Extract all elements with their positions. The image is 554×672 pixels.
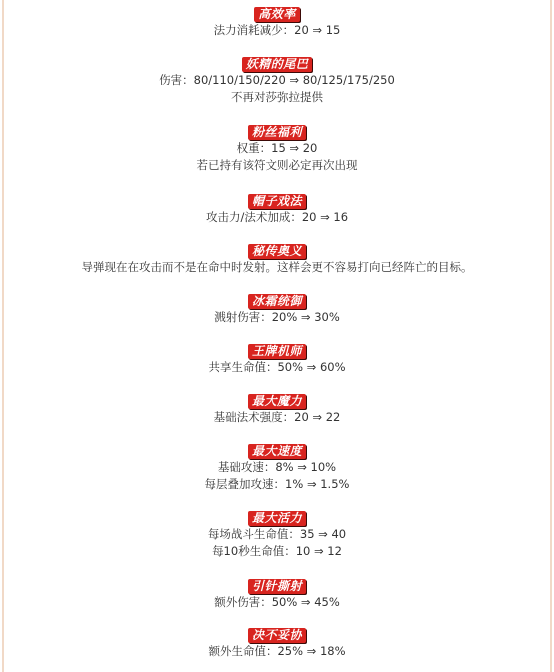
entry-line: 伤害：80/110/150/220 ⇒ 80/125/175/250	[159, 73, 395, 87]
entry-line: 每10秒生命值：10 ⇒ 12	[212, 544, 342, 558]
entry-arcane-secret	[0, 240, 554, 276]
entry-line: 额外生命值：25% ⇒ 18%	[208, 644, 346, 658]
entry-line: 若已持有该符文则必定再次出现	[196, 158, 358, 172]
entry-line: 基础法术强度：20 ⇒ 22	[213, 410, 341, 424]
entry-title: 帽子戏法	[248, 194, 306, 209]
entry-needle-shot	[0, 575, 554, 611]
entry-max-vitality	[0, 507, 554, 560]
entry-line: 共享生命值：50% ⇒ 60%	[208, 360, 346, 374]
entry-max-speed	[0, 440, 554, 493]
entry-title: 最大活力	[248, 511, 306, 526]
entry-title: 妖精的尾巴	[242, 57, 313, 72]
entry-title: 引针撕射	[248, 579, 306, 594]
entry-fan-service	[0, 121, 554, 174]
entry-line: 攻击力/法术加成：20 ⇒ 16	[205, 210, 349, 224]
entry-line: 不再对莎弥拉提供	[231, 90, 323, 104]
entry-efficiency	[0, 3, 554, 39]
entry-line: 每层叠加攻速：1% ⇒ 1.5%	[204, 477, 350, 491]
entry-line: 额外伤害：50% ⇒ 45%	[214, 595, 340, 609]
entry-title: 决不妥协	[248, 628, 306, 643]
entry-line: 每场战斗生命值：35 ⇒ 40	[207, 527, 347, 541]
entry-title: 秘传奥义	[248, 244, 306, 259]
entry-never-compromise	[0, 624, 554, 660]
entry-title: 王牌机师	[248, 344, 306, 359]
entry-line: 基础攻速：8% ⇒ 10%	[217, 460, 337, 474]
entry-line: 导弹现在在攻击而不是在命中时发射。这样会更不容易打向已经阵亡的目标。	[81, 260, 473, 274]
entry-title: 最大魔力	[248, 394, 306, 409]
entry-hat-trick	[0, 190, 554, 226]
entry-line: 溅射伤害：20% ⇒ 30%	[214, 310, 340, 324]
entry-title: 高效率	[254, 7, 300, 22]
entry-frost-dominion	[0, 290, 554, 326]
entry-fairy-tail	[0, 53, 554, 106]
entry-title: 最大速度	[248, 444, 306, 459]
entry-title: 冰霜统御	[248, 294, 306, 309]
entry-line: 权重：15 ⇒ 20	[236, 141, 318, 155]
entry-max-magic	[0, 390, 554, 426]
entry-ace-pilot	[0, 340, 554, 376]
entry-line: 法力消耗减少：20 ⇒ 15	[213, 23, 341, 37]
entry-title: 粉丝福利	[248, 125, 306, 140]
